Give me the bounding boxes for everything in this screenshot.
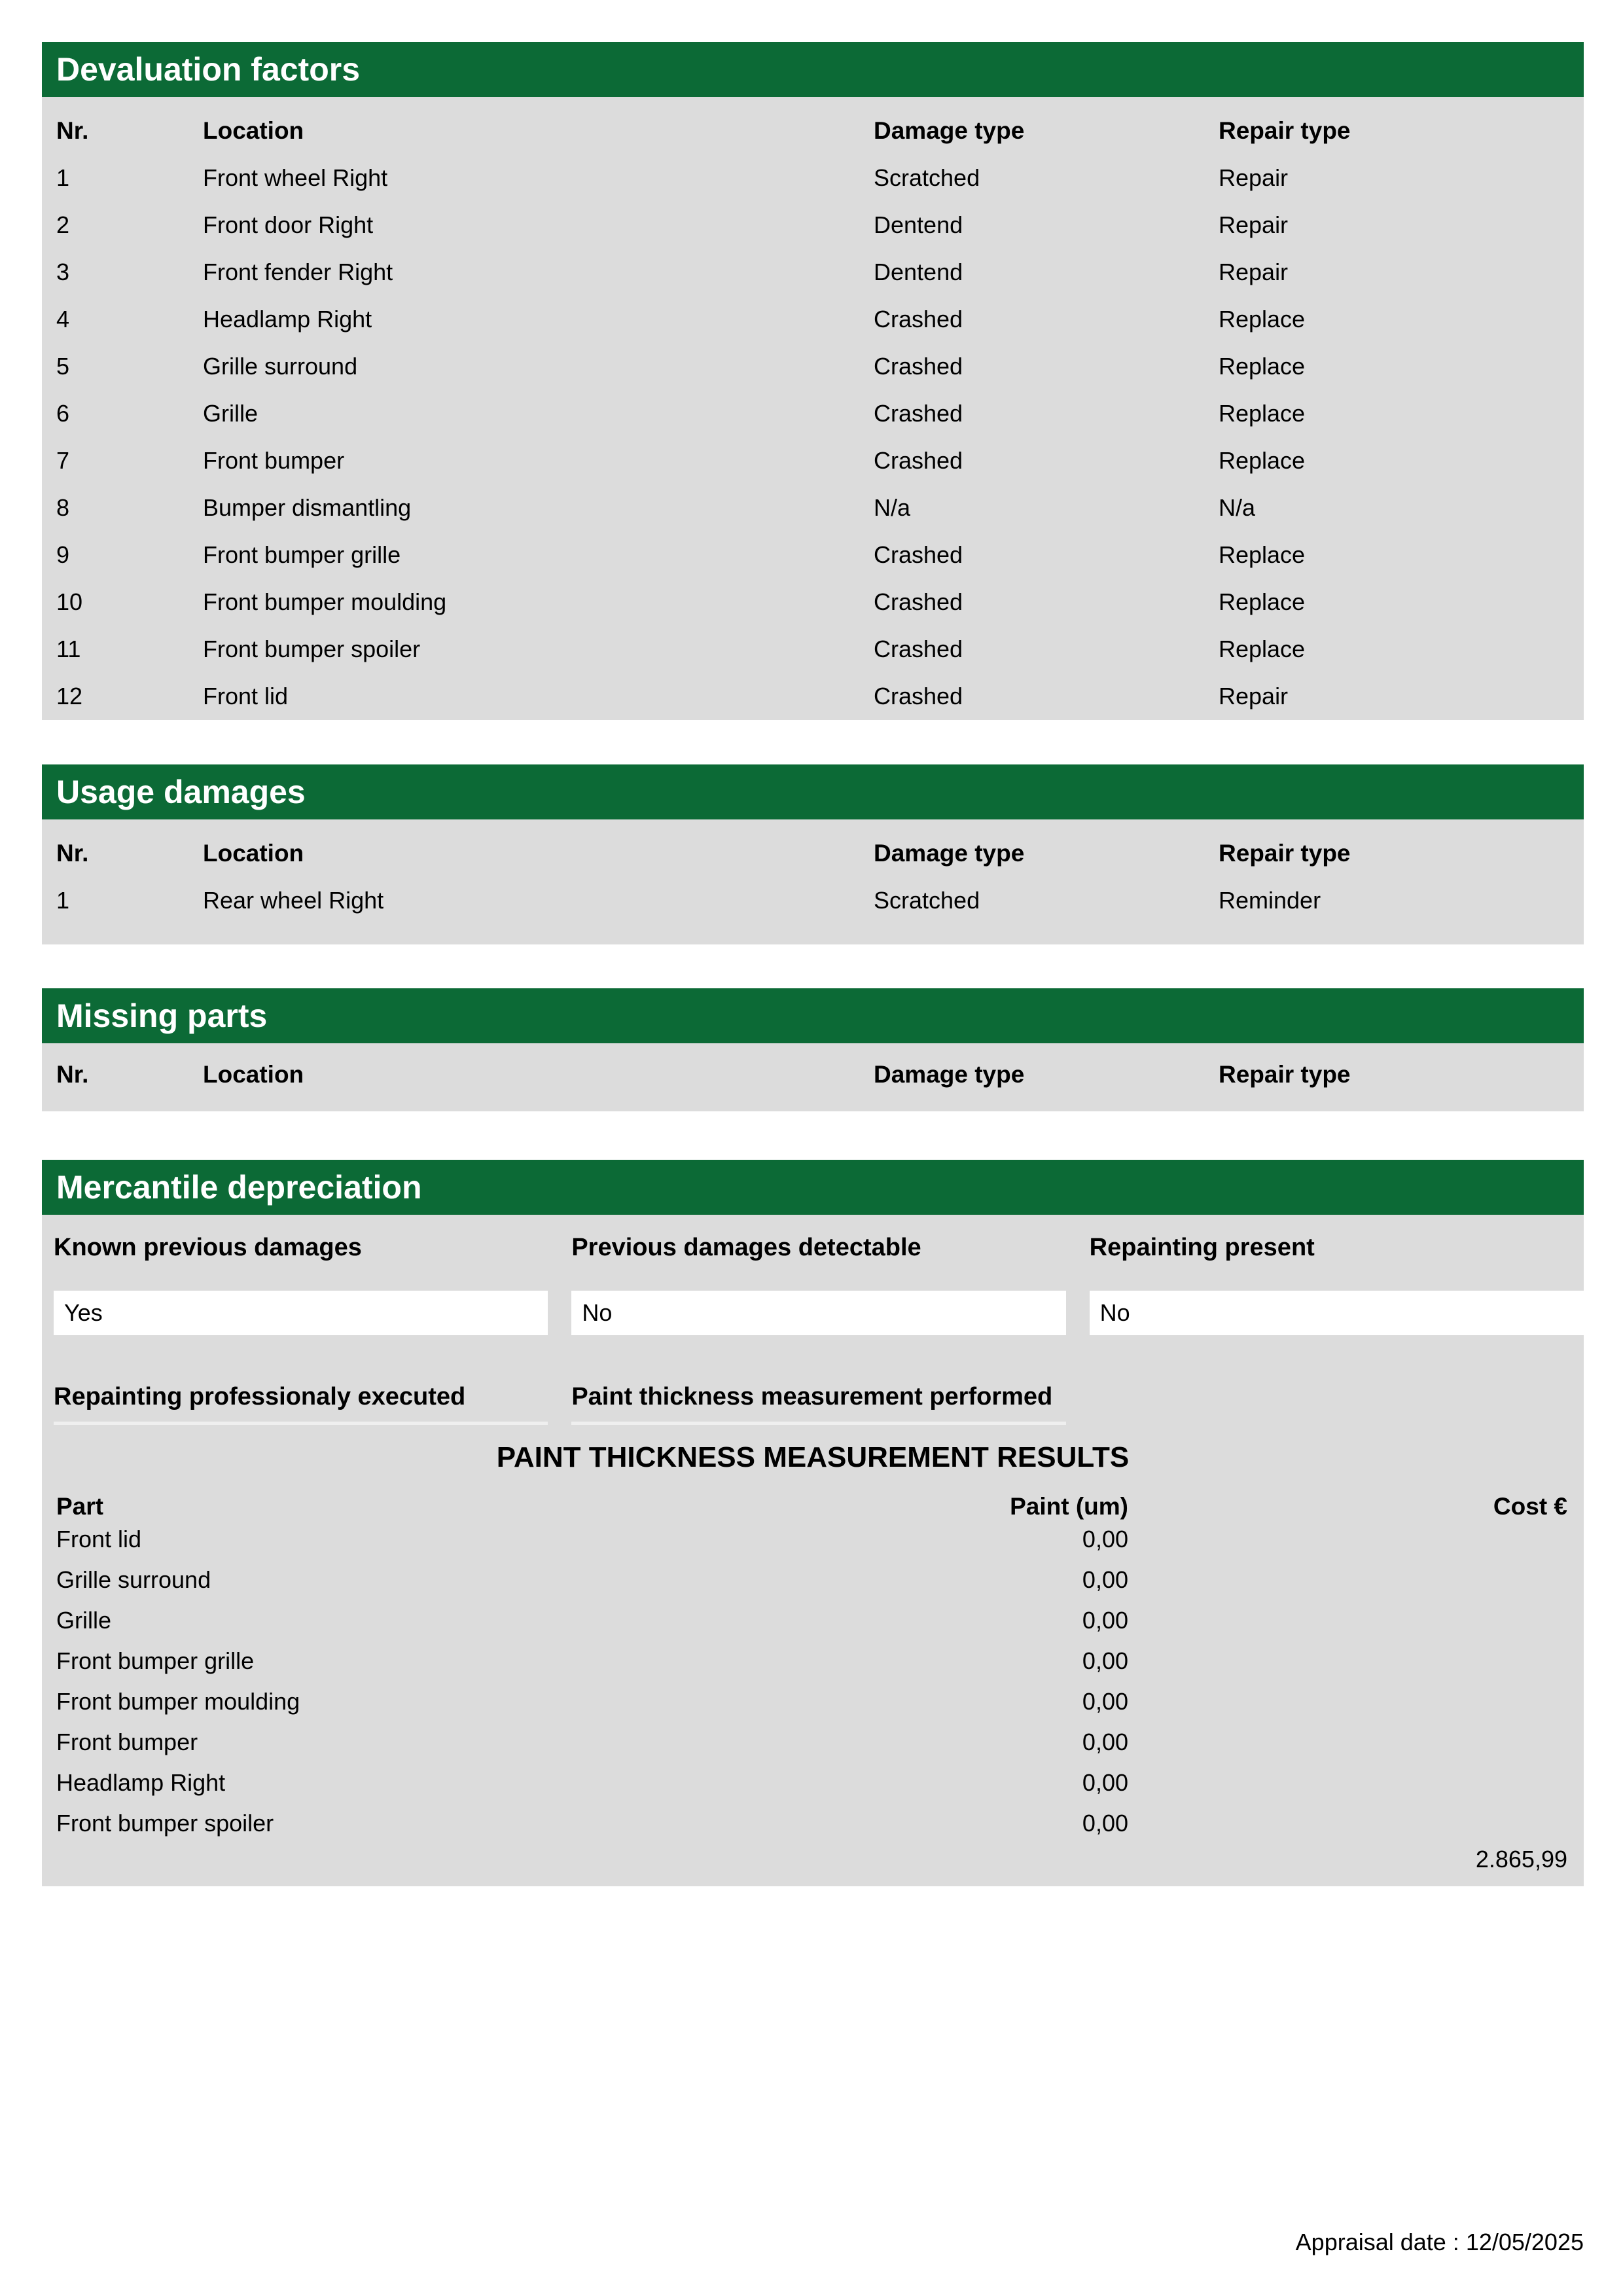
cell-damage-type: Crashed xyxy=(874,306,963,332)
cell-part: Front bumper xyxy=(56,1729,198,1755)
cell-location: Grille xyxy=(203,400,259,427)
column-header-damage-type: Damage type xyxy=(874,1061,1025,1088)
cell-location: Front lid xyxy=(203,683,289,709)
cell-repair-type: Replace xyxy=(1219,306,1306,332)
column-header-cost-eur: Cost € xyxy=(1493,1493,1567,1520)
cell-damage-type: Crashed xyxy=(874,447,963,474)
cell-repair-type: Replace xyxy=(1219,588,1306,615)
cell-damage-type: Crashed xyxy=(874,588,963,615)
cell-location: Front bumper grille xyxy=(203,541,401,568)
cell-paint-um: 0,00 xyxy=(1082,1688,1128,1715)
table-row xyxy=(42,1803,1584,1844)
cell-repair-type: Repair xyxy=(1219,259,1289,285)
cell-part: Grille surround xyxy=(56,1566,211,1593)
appraisal-date: Appraisal date : 12/05/2025 xyxy=(1295,2229,1584,2255)
cell-nr: 3 xyxy=(56,259,70,285)
table-header-row xyxy=(42,1051,1584,1098)
paint-table-body xyxy=(42,1519,1584,1844)
section-header-usage-damages xyxy=(42,764,1584,819)
devaluation-table xyxy=(42,97,1584,720)
table-header-row xyxy=(42,830,1584,877)
column-header-nr: Nr. xyxy=(56,840,89,867)
cell-part: Front bumper grille xyxy=(56,1647,255,1674)
cell-part: Front lid xyxy=(56,1526,142,1552)
column-header-location: Location xyxy=(203,117,304,144)
cell-paint-um: 0,00 xyxy=(1082,1810,1128,1837)
cell-repair-type: Replace xyxy=(1219,447,1306,474)
column-header-location: Location xyxy=(203,840,304,867)
cell-damage-type: N/a xyxy=(874,494,911,521)
cell-part: Front bumper moulding xyxy=(56,1688,300,1715)
cell-location: Front fender Right xyxy=(203,259,393,285)
table-row xyxy=(42,1519,1584,1560)
table-row xyxy=(42,1763,1584,1803)
extra-field-labels-row xyxy=(54,1382,1584,1411)
field-labels-row xyxy=(54,1233,1584,1262)
section-title: Mercantile depreciation xyxy=(56,1169,422,1206)
table-row xyxy=(42,154,1584,202)
cell-location: Front door Right xyxy=(203,211,374,238)
cell-nr: 9 xyxy=(56,541,70,568)
cell-repair-type: Replace xyxy=(1219,636,1306,662)
table-row xyxy=(42,877,1584,924)
cell-part: Headlamp Right xyxy=(56,1769,226,1796)
cell-repair-type: Repair xyxy=(1219,211,1289,238)
cell-repair-type: Reminder xyxy=(1219,887,1321,914)
paint-table-total: 2.865,99 xyxy=(1475,1846,1567,1873)
table-row xyxy=(42,1641,1584,1681)
table-header-row xyxy=(42,107,1584,154)
table-row xyxy=(42,343,1584,390)
table-row xyxy=(42,249,1584,296)
cell-damage-type: Crashed xyxy=(874,541,963,568)
cell-paint-um: 0,00 xyxy=(1082,1769,1128,1796)
cell-nr: 6 xyxy=(56,400,70,427)
cell-damage-type: Dentend xyxy=(874,211,963,238)
cell-repair-type: Replace xyxy=(1219,353,1306,380)
usage-damages-table xyxy=(42,819,1584,944)
mercantile-depreciation-panel xyxy=(42,1215,1584,1886)
section-title: Usage damages xyxy=(56,774,306,810)
cell-part: Front bumper spoiler xyxy=(56,1810,274,1837)
table-row xyxy=(42,390,1584,437)
table-row xyxy=(42,296,1584,343)
cell-location: Rear wheel Right xyxy=(203,887,384,914)
cell-paint-um: 0,00 xyxy=(1082,1566,1128,1593)
section-header-devaluation-factors xyxy=(42,42,1584,97)
cell-damage-type: Scratched xyxy=(874,164,980,191)
missing-parts-table xyxy=(42,1043,1584,1111)
field-label: Repainting professionaly executed xyxy=(54,1383,466,1410)
table-row xyxy=(42,437,1584,484)
column-header-repair-type: Repair type xyxy=(1219,1061,1351,1088)
column-header-damage-type: Damage type xyxy=(874,840,1025,867)
table-body xyxy=(42,154,1584,720)
cell-nr: 12 xyxy=(56,683,83,709)
cell-damage-type: Dentend xyxy=(874,259,963,285)
cell-paint-um: 0,00 xyxy=(1082,1647,1128,1674)
table-row xyxy=(42,673,1584,720)
table-row xyxy=(42,202,1584,249)
cell-nr: 8 xyxy=(56,494,70,521)
table-row xyxy=(42,1600,1584,1641)
appraisal-page xyxy=(42,0,1584,1886)
field-underline xyxy=(571,1422,1065,1425)
cell-repair-type: Repair xyxy=(1219,683,1289,709)
table-row xyxy=(42,626,1584,673)
cell-paint-um: 0,00 xyxy=(1082,1526,1128,1552)
cell-nr: 5 xyxy=(56,353,70,380)
cell-nr: 4 xyxy=(56,306,70,332)
table-row xyxy=(42,1681,1584,1722)
column-header-part: Part xyxy=(56,1493,103,1520)
column-header-paint-um: Paint (um) xyxy=(1010,1493,1128,1520)
field-underline xyxy=(54,1422,548,1425)
table-body xyxy=(42,877,1584,924)
cell-location: Grille surround xyxy=(203,353,358,380)
table-row xyxy=(42,531,1584,579)
table-row xyxy=(42,1560,1584,1600)
paint-table-header-row xyxy=(42,1493,1584,1519)
section-header-mercantile-depreciation xyxy=(42,1160,1584,1215)
cell-location: Front bumper xyxy=(203,447,345,474)
section-header-missing-parts xyxy=(42,988,1584,1043)
cell-damage-type: Scratched xyxy=(874,887,980,914)
cell-repair-type: Repair xyxy=(1219,164,1289,191)
extra-field-lines-row xyxy=(54,1422,1584,1425)
cell-paint-um: 0,00 xyxy=(1082,1729,1128,1755)
field-label: Repainting present xyxy=(1089,1234,1315,1261)
cell-nr: 10 xyxy=(56,588,83,615)
cell-repair-type: N/a xyxy=(1219,494,1256,521)
cell-repair-type: Replace xyxy=(1219,400,1306,427)
field-value-input[interactable]: No xyxy=(571,1291,1065,1335)
cell-location: Front bumper spoiler xyxy=(203,636,421,662)
cell-damage-type: Crashed xyxy=(874,636,963,662)
field-value-input[interactable]: No xyxy=(1090,1291,1584,1335)
cell-location: Headlamp Right xyxy=(203,306,372,332)
column-header-nr: Nr. xyxy=(56,1061,89,1088)
table-row xyxy=(42,579,1584,626)
cell-location: Front bumper moulding xyxy=(203,588,447,615)
column-header-repair-type: Repair type xyxy=(1219,840,1351,867)
cell-nr: 7 xyxy=(56,447,70,474)
cell-nr: 2 xyxy=(56,211,70,238)
field-values-row xyxy=(54,1291,1584,1335)
section-title: Devaluation factors xyxy=(56,51,361,88)
cell-repair-type: Replace xyxy=(1219,541,1306,568)
paint-results-title: PAINT THICKNESS MEASUREMENT RESULTS xyxy=(496,1441,1130,1473)
cell-location: Front wheel Right xyxy=(203,164,388,191)
column-header-location: Location xyxy=(203,1061,304,1088)
cell-damage-type: Crashed xyxy=(874,400,963,427)
column-header-damage-type: Damage type xyxy=(874,117,1025,144)
table-row xyxy=(42,1722,1584,1763)
field-label: Previous damages detectable xyxy=(571,1234,921,1261)
field-value-input[interactable]: Yes xyxy=(54,1291,548,1335)
table-row xyxy=(42,484,1584,531)
cell-damage-type: Crashed xyxy=(874,353,963,380)
cell-damage-type: Crashed xyxy=(874,683,963,709)
column-header-nr: Nr. xyxy=(56,117,89,144)
cell-location: Bumper dismantling xyxy=(203,494,412,521)
cell-nr: 11 xyxy=(56,636,81,662)
cell-paint-um: 0,00 xyxy=(1082,1607,1128,1634)
field-label: Paint thickness measurement performed xyxy=(571,1383,1053,1410)
cell-part: Grille xyxy=(56,1607,112,1634)
section-title: Missing parts xyxy=(56,997,268,1034)
cell-nr: 1 xyxy=(56,164,70,191)
cell-nr: 1 xyxy=(56,887,70,914)
column-header-repair-type: Repair type xyxy=(1219,117,1351,144)
field-label: Known previous damages xyxy=(54,1234,362,1261)
